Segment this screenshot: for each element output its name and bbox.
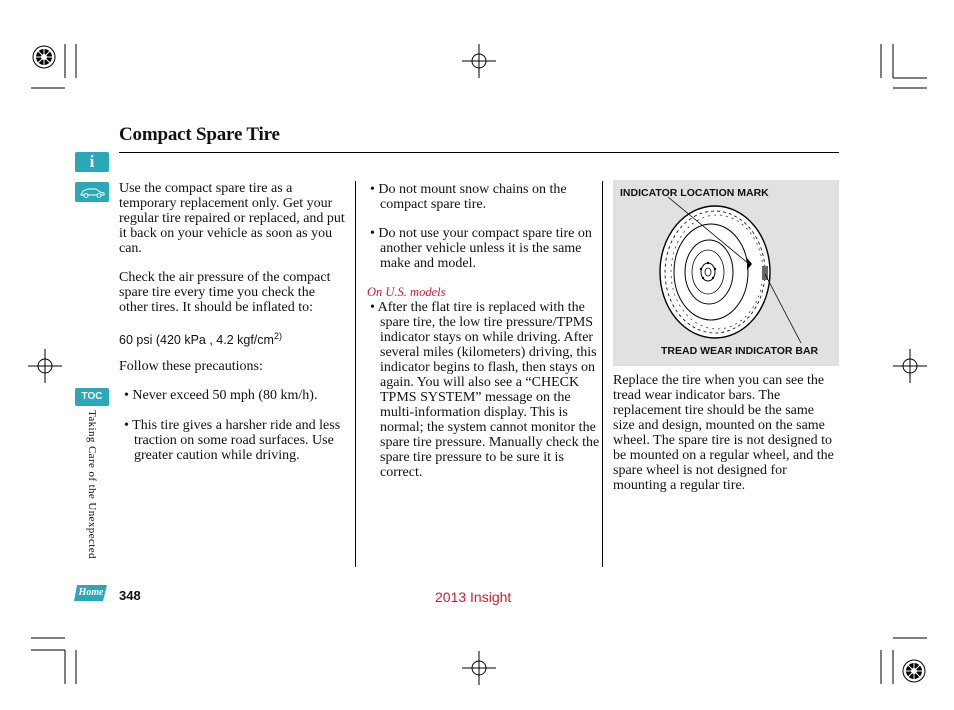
spare-tire-icon (613, 180, 839, 366)
pressure-paragraph: Check the air pressure of the compact spare tire every time you check the other tires. It should be inflated to: (119, 270, 331, 315)
list-item: • Do not use your compact spare tire on another vehicle unless it is the same make and model. (370, 226, 592, 271)
home-button[interactable] (73, 583, 109, 603)
intro-paragraph: Use the compact spare tire as a temporary replacement only. Get your regular tire repaired or replaced, and put it back on your vehicle as soon as you can. (119, 181, 345, 256)
tire-illustration (613, 180, 839, 366)
precautions-paragraph: Follow these precautions: (119, 359, 263, 374)
section-tab: Taking Care of the Unexpected (86, 410, 98, 559)
home-label: Home (78, 587, 104, 598)
list-item: • This tire gives a harsher ride and less traction on some road surfaces. Use greater caution while driving. (124, 418, 341, 463)
tread-wear-label: TREAD WEAR INDICATOR BAR (661, 345, 819, 357)
indicator-location-label: INDICATOR LOCATION MARK (620, 187, 769, 199)
toc-button[interactable] (75, 388, 109, 406)
page-title: Compact Spare Tire (119, 124, 280, 145)
title-rule (119, 152, 839, 153)
page-number: 348 (119, 588, 141, 603)
list-item: • After the flat tire is replaced with the spare tire, the low tire pressure/TPMS indicator stays on while driving. After several miles (kilometers) driving, this indicator begins to flash, then stays on again. You will also see a “CHECK TPMS SYSTEM” message on the multi-information display. This is normal; the system cannot monitor the spare tire pressure. Manually check the spare tire pressure to be sure it is correct. (370, 300, 600, 480)
list-item: • Do not mount snow chains on the compact spare tire. (370, 182, 567, 212)
registration-burst-icon (903, 660, 925, 682)
info-icon: i (89, 152, 95, 171)
vehicle-button[interactable] (75, 182, 109, 202)
toc-label: TOC (81, 391, 103, 402)
us-models-note: On U.S. models (367, 285, 446, 299)
registration-burst-icon (33, 46, 55, 68)
list-item: • Never exceed 50 mph (80 km/h). (124, 388, 318, 403)
pressure-value: 60 psi (420 kPa , 4.2 kgf/$cm^{2)}$ (119, 331, 282, 348)
column-divider (355, 181, 356, 567)
footer-model: 2013 Insight (435, 589, 512, 605)
info-button[interactable] (75, 152, 109, 172)
replace-tire-paragraph: Replace the tire when you can see the tread wear indicator bars. The replacement tire should be the same size and design, mounted on the same wheel. The spare tire is not designed to be mounted on a regular wheel, and the spare wheel is not designed for mounting a regular tire. (613, 373, 834, 493)
car-icon (75, 182, 109, 202)
